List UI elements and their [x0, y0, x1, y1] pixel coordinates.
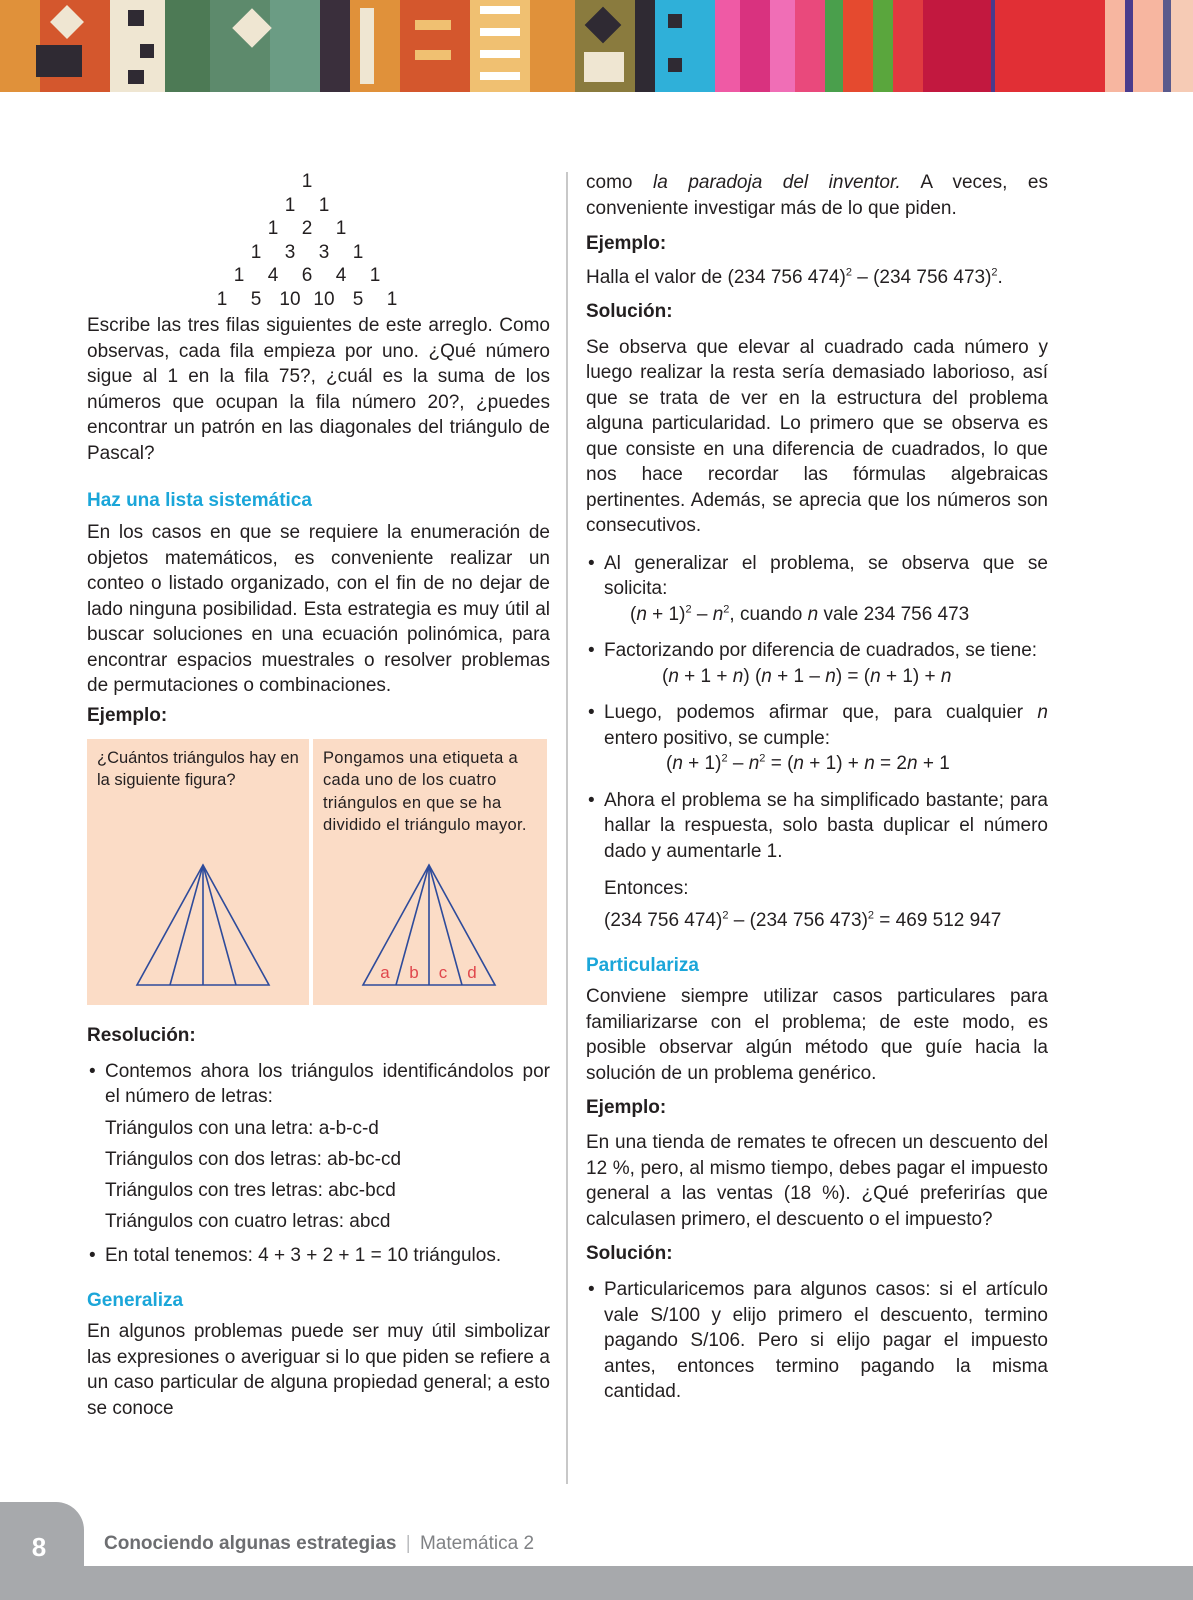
paradoja-paragraph	[586, 170, 1048, 221]
entonces-label: Entonces:	[604, 878, 689, 899]
pascal-row	[87, 264, 527, 288]
pascal-number: 1	[352, 241, 364, 263]
pascal-number: 1	[386, 288, 398, 310]
solucion-label: Solución:	[586, 300, 673, 322]
bullet-dot: •	[89, 1244, 96, 1266]
bullet-luego-pre: Luego, podemos afirmar que, para cualquier	[604, 702, 1038, 723]
formula-vale: vale 234 756 473	[818, 603, 970, 625]
woven-pattern-banner	[0, 0, 1193, 92]
count-item: Triángulos con cuatro letras: abcd	[105, 1210, 391, 1232]
ejemplo-label: Ejemplo:	[87, 704, 168, 726]
bullet-luego-post: entero positivo, se cumple:	[604, 727, 831, 749]
formula-luego: $(n + 1)^2 - n^2 = (n + 1) + n = 2n + 1$	[666, 752, 950, 774]
bullet-dot: •	[89, 1060, 96, 1082]
count-list	[87, 1113, 550, 1237]
pascal-number: 1	[369, 265, 381, 286]
left-column	[87, 170, 550, 1421]
heading-lista-sistematica: Haz una lista sistemática	[87, 490, 312, 511]
triangle-label-a: a	[380, 962, 390, 982]
bullet-generalizar	[586, 551, 1048, 628]
pascal-number: 4	[335, 265, 347, 286]
triangle-label-d: d	[467, 962, 477, 982]
count-item: Triángulos con una letra: a-b-c-d	[105, 1117, 379, 1139]
count-item: Triángulos con tres letras: abc-bcd	[105, 1179, 396, 1201]
labeled-triangle-figure	[313, 855, 547, 995]
pascal-number: 10	[279, 288, 301, 310]
pascal-number: 1	[267, 218, 279, 239]
pascal-number: 1	[335, 218, 347, 239]
exponent: 2	[722, 909, 729, 922]
final-c: = 469 512 947	[874, 909, 1002, 931]
bullet-ahora-text: Ahora el problema se ha simplificado bastante; para hallar la respuesta, solo basta duplicar el número dado y aumentarle 1.	[604, 789, 1048, 862]
paradoja-post: A veces, es conveniente investigar más de lo que piden.	[586, 172, 1048, 219]
bullet-dot: •	[588, 552, 595, 574]
pascal-number: 1	[216, 288, 228, 310]
pascal-number: 4	[267, 265, 279, 286]
halla-mid: – (234 756 473)	[851, 267, 992, 288]
bullet-luego: • Luego, podemos afirmar que, para cualquier n entero positivo, se cumple: $(n + 1)^2 - n^2 = (n + 1) + n = 2n + 1$	[586, 700, 1048, 777]
halla-end: .	[997, 267, 1003, 288]
triangle-label-b: b	[409, 962, 419, 982]
count-item: Triángulos con dos letras: ab-bc-cd	[105, 1148, 402, 1170]
final-a: (234 756 474)	[604, 909, 723, 931]
bullet-contemos-text: Contemos ahora los triángulos identificándolos por el número de letras:	[105, 1060, 550, 1107]
pascal-row	[87, 170, 527, 194]
bullet-dot: •	[588, 640, 595, 661]
bullet-dot: •	[588, 702, 595, 723]
bullet-particularicemos-text: Particularicemos para algunos casos: si el artículo vale S/100 y elijo primero el descuento, termino pagando S/106. Pero si elijo pagar el impuesto antes, entonces termino pagando la misma cantidad.	[604, 1279, 1048, 1402]
triangle-figure	[87, 855, 309, 995]
exponent: 2	[845, 266, 852, 279]
final-b: – (234 756 473)	[728, 909, 868, 931]
pascal-number: 1	[318, 194, 330, 216]
pascal-row	[87, 194, 527, 218]
page-number: 8	[31, 1532, 47, 1562]
pascal-number: 3	[284, 241, 296, 263]
bullet-generalizar-text: Al generalizar el problema, se observa que se solicita:	[604, 552, 1048, 599]
bullet-factorizando	[586, 638, 1048, 689]
formula-factorizando: (n + 1 + n) (n + 1 – n) = (n + 1) + n	[662, 665, 952, 687]
heading-particulariza: Particulariza	[586, 955, 699, 976]
formula-generalizar: $(n + 1)^2 - n^2$, cuando n vale 234 756 473	[630, 603, 970, 625]
exponent: 2	[723, 603, 730, 616]
pascal-triangle	[87, 170, 527, 311]
ejemplo2-label: Ejemplo:	[586, 1097, 667, 1118]
formula-cuando: , cuando	[729, 603, 808, 625]
final-result	[604, 908, 1048, 934]
solucion-paragraph: Se observa que elevar al cuadrado cada número y luego realizar la resta sería demasiado laborioso, así que se trata de ver en la estructura del problema alguna particularidad. Lo primero que se observa es que consiste en una diferencia de cuadrados, lo que nos hace recordar las fórmulas algebraicas pertinentes. Además, se aprecia que los números son consecutivos.	[586, 336, 1048, 536]
tienda-paragraph: En una tienda de remates te ofrecen un descuento del 12 %, pero, al mismo tiempo, debes pagar el impuesto general a las ventas (18 %). ¿Qué preferirías que calculasen primero, el descuento o el impuesto?	[586, 1132, 1048, 1230]
pascal-row	[87, 241, 527, 265]
ejemplo-label-right: Ejemplo:	[586, 233, 667, 254]
pascal-number: 10	[313, 288, 335, 310]
solucion2-label: Solución:	[586, 1243, 673, 1264]
pascal-number: 1	[233, 265, 245, 286]
example-box	[87, 739, 547, 1005]
exponent: 2	[759, 752, 766, 765]
bullet-ahora	[586, 788, 1048, 865]
right-column	[586, 170, 1048, 1405]
pascal-number: 5	[250, 288, 262, 310]
resolucion-label: Resolución:	[87, 1024, 196, 1046]
paradoja-pre: como	[586, 172, 653, 193]
entonces-block	[586, 876, 1048, 933]
halla-statement	[586, 265, 1048, 291]
pascal-number: 1	[250, 241, 262, 263]
pascal-number: 3	[318, 241, 330, 263]
example-question-cell	[87, 739, 309, 1005]
exponent: 2	[685, 603, 692, 616]
pascal-intro-text: Escribe las tres filas siguientes de este arreglo. Como observas, cada fila empieza por uno. ¿Qué número sigue al 1 en la fila 75?, ¿cuál es la suma de los números que ocupan la fila número 20?, ¿puedes encontrar un patrón en las diagonales del triángulo de Pascal?	[87, 315, 550, 464]
bullet-particularicemos	[586, 1277, 1048, 1405]
bullet-factorizando-text: Factorizando por diferencia de cuadrados, se tiene:	[604, 640, 1038, 661]
pascal-number: 1	[284, 194, 296, 216]
footer-book: Matemática 2	[419, 1533, 535, 1554]
column-divider	[566, 172, 568, 1484]
bullet-contemos	[87, 1059, 550, 1110]
pascal-number: 6	[301, 265, 313, 286]
particulariza-paragraph: Conviene siempre utilizar casos particulares para familiarizarse con el problema; de este modo, es posible observar algún método que guíe hacia la solución de un problema genérico.	[586, 986, 1048, 1084]
triangle-label-c: c	[438, 962, 448, 982]
example-answer: Pongamos una etiqueta a cada uno de los cuatro triángulos en que se ha dividido el triángulo mayor.	[323, 748, 527, 834]
footer-bar	[84, 1566, 1193, 1600]
halla-pre: Halla el valor de (234 756 474)	[586, 267, 846, 288]
footer-separator: |	[405, 1533, 411, 1554]
generaliza-paragraph: En algunos problemas puede ser muy útil simbolizar las expresiones o averiguar si lo que piden se refiere a un caso particular de alguna propiedad general; a esto se conoce	[87, 1321, 550, 1419]
bullet-total-text: En total tenemos: 4 + 3 + 2 + 1 = 10 triángulos.	[105, 1244, 502, 1266]
example-answer-cell	[313, 739, 547, 1005]
exponent: 2	[867, 909, 875, 922]
footer-running-title	[104, 1533, 534, 1555]
lista-paragraph: En los casos en que se requiere la enumeración de objetos matemáticos, es conveniente realizar un conteo o listado organizado, con el fin de no dejar de lado ninguna posibilidad. Esta estrategia es muy útil al buscar soluciones en una ecuación polinómica, para encontrar espacios muestrales o resolver problemas de permutaciones o combinaciones.	[87, 522, 550, 696]
pascal-number: 5	[352, 288, 364, 310]
bullet-dot: •	[588, 789, 595, 811]
bullet-dot: •	[588, 1279, 595, 1300]
footer-section: Conociendo algunas estrategias	[104, 1533, 397, 1554]
pascal-row	[87, 288, 527, 312]
pascal-row	[87, 217, 527, 241]
pascal-number: 2	[301, 218, 313, 239]
exponent: 2	[721, 752, 728, 765]
bullet-total	[87, 1243, 550, 1269]
pascal-number: 1	[301, 171, 313, 192]
paradoja-italic: la paradoja del inventor.	[653, 172, 901, 193]
exponent: 2	[991, 266, 998, 279]
heading-generaliza: Generaliza	[87, 1290, 184, 1311]
example-question: ¿Cuántos triángulos hay en la siguiente figura?	[97, 748, 299, 789]
